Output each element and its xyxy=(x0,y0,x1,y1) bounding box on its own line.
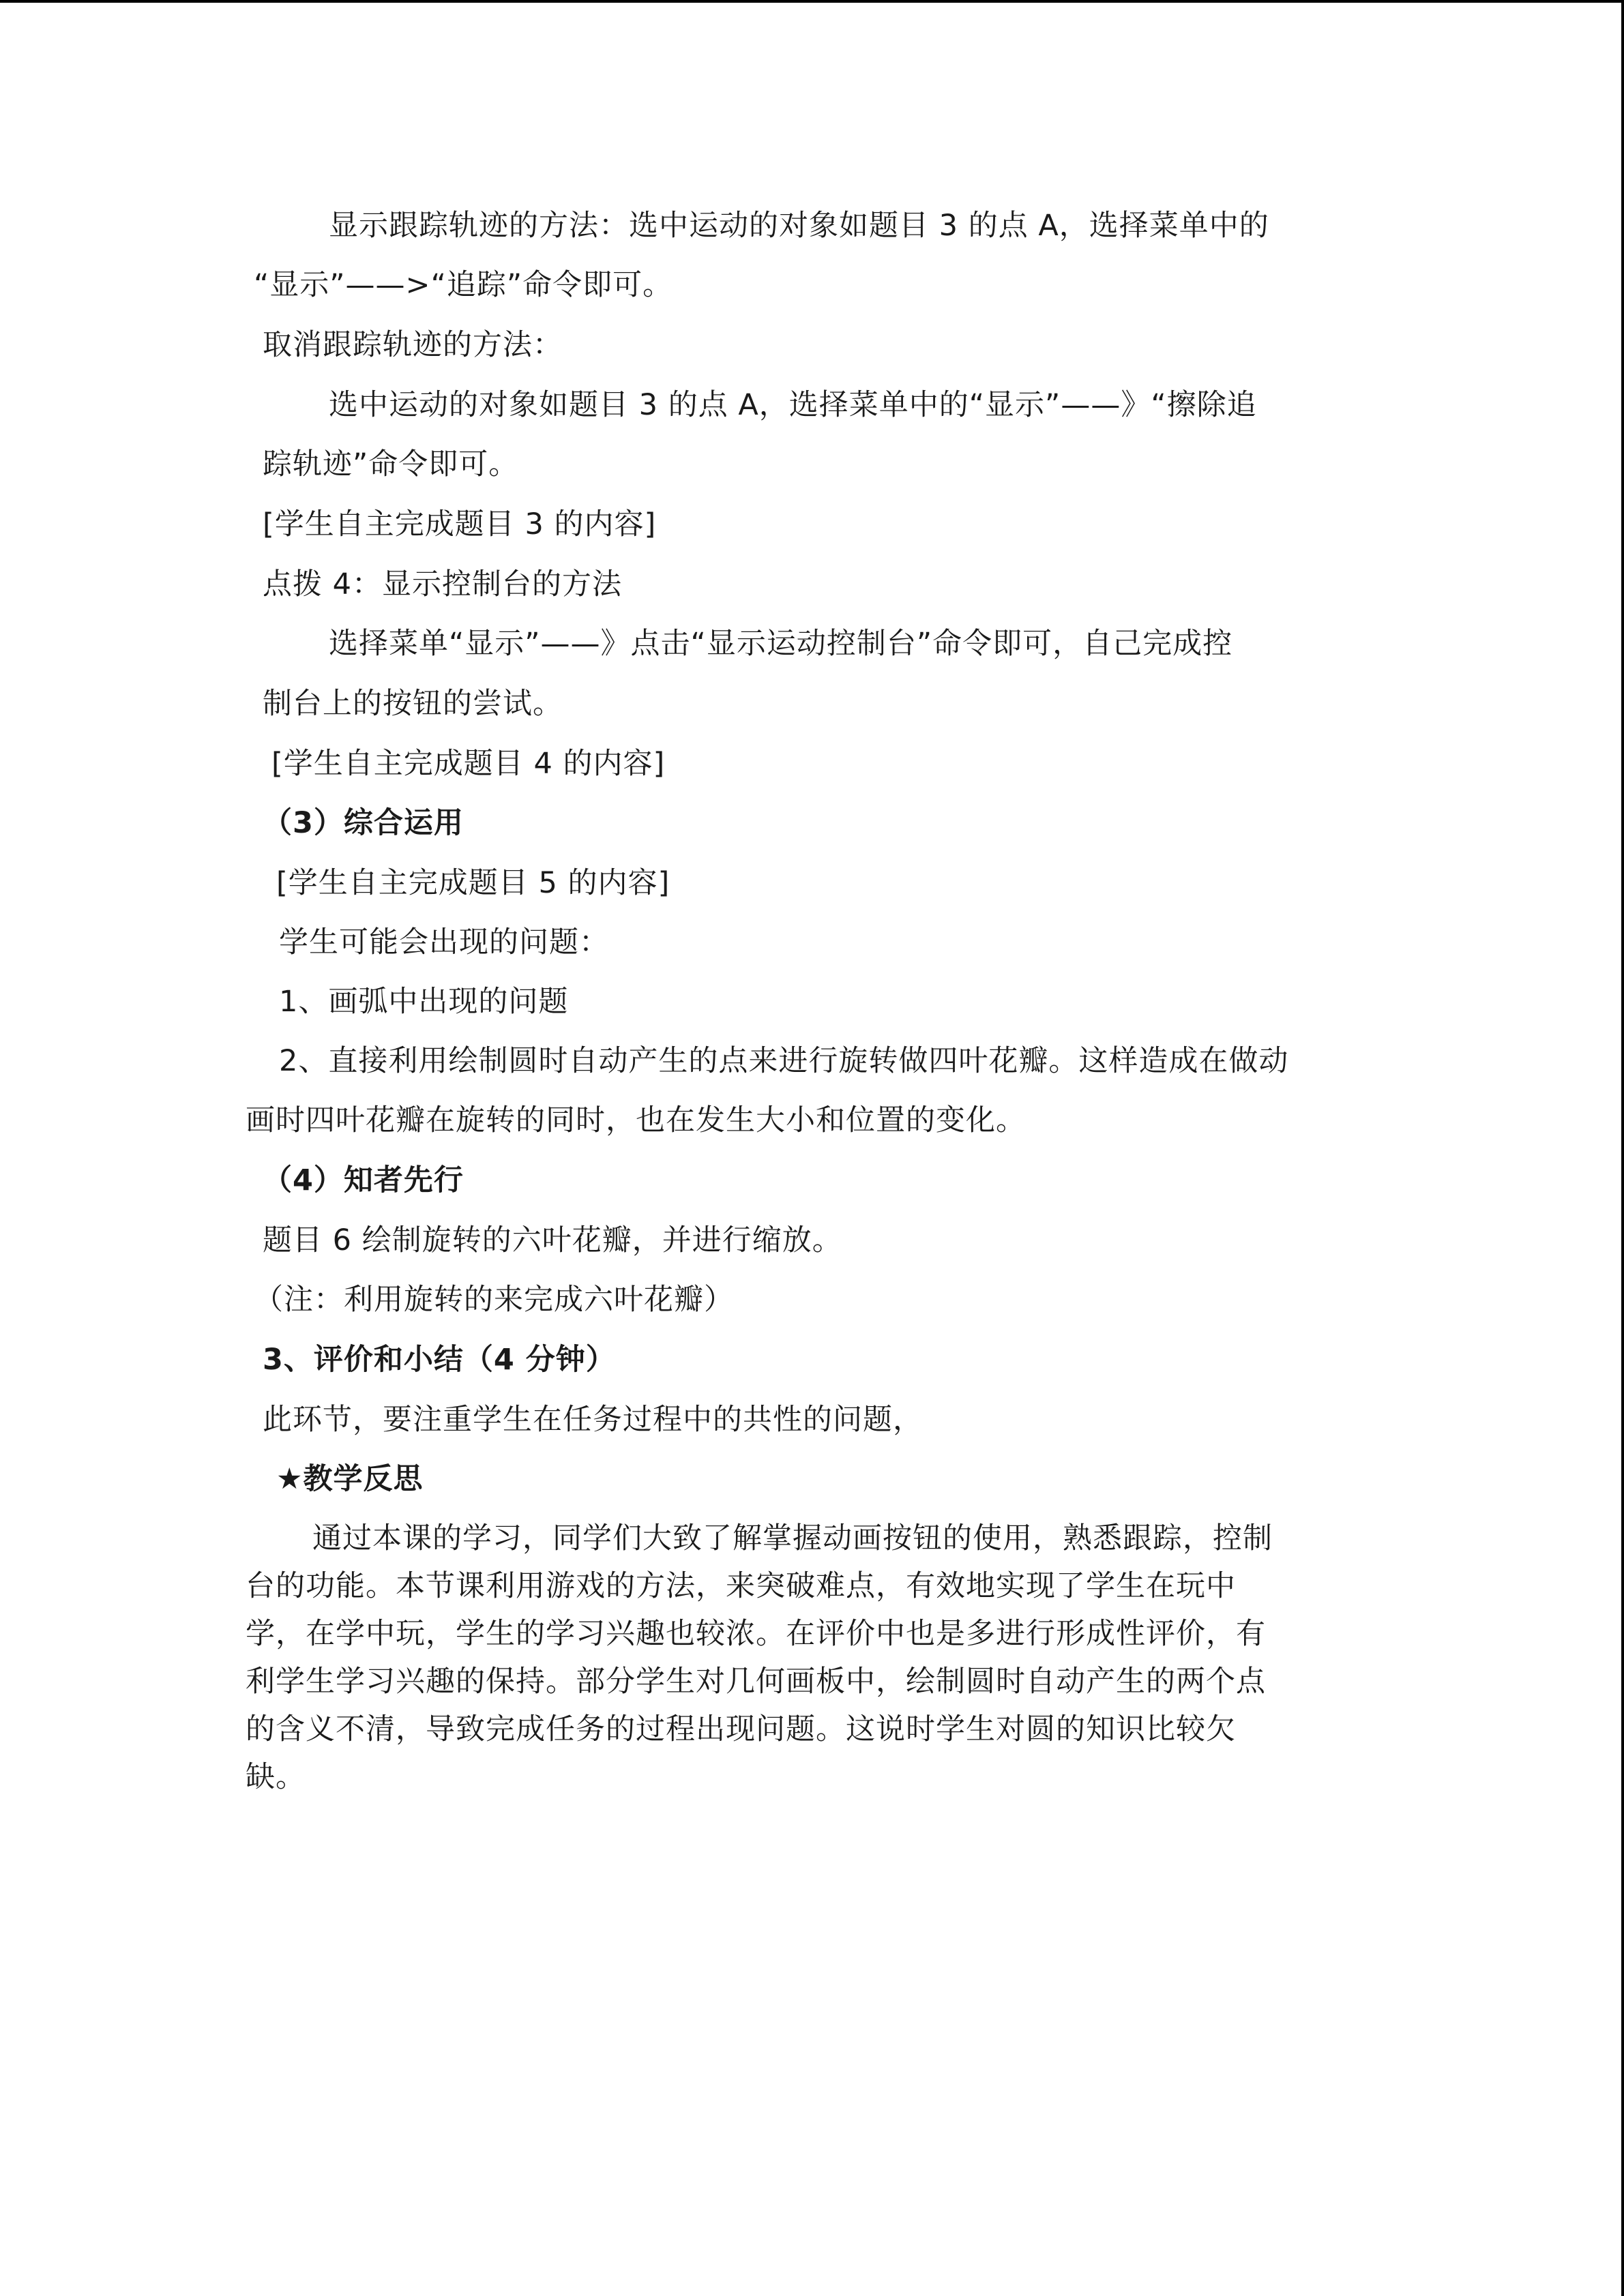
paragraph-line: “显示”——>“追踪”命令即可。 xyxy=(254,268,673,302)
bracket-note: [学生自主完成题目 3 的内容] xyxy=(263,507,657,541)
section-heading: 点拨 4：显示控制台的方法 xyxy=(263,567,623,601)
paragraph-line: 利学生学习兴趣的保持。部分学生对几何画板中，绘制圆时自动产生的两个点 xyxy=(246,1665,1266,1699)
section-heading: ★教学反思 xyxy=(276,1462,424,1496)
page-border-right xyxy=(1621,0,1624,2296)
paragraph-line: 台的功能。本节课利用游戏的方法，来突破难点，有效地实现了学生在玩中 xyxy=(246,1569,1236,1603)
section-heading: （3）综合运用 xyxy=(263,806,464,840)
paragraph-line: 制台上的按钮的尝试。 xyxy=(263,687,563,721)
paragraph-line: 画时四叶花瓣在旋转的同时，也在发生大小和位置的变化。 xyxy=(246,1103,1026,1137)
section-heading: （4）知者先行 xyxy=(263,1163,464,1197)
page-border-top xyxy=(0,0,1624,3)
bracket-note: [学生自主完成题目 5 的内容] xyxy=(276,866,670,900)
paragraph-line: 选中运动的对象如题目 3 的点 A，选择菜单中的“显示”——》“擦除追 xyxy=(329,388,1257,422)
paragraph-line: 学生可能会出现的问题： xyxy=(279,925,609,959)
paragraph-line: 通过本课的学习，同学们大致了解掌握动画按钮的使用，熟悉跟踪，控制 xyxy=(312,1521,1273,1555)
list-item: 2、直接利用绘制圆时自动产生的点来进行旋转做四叶花瓣。这样造成在做动 xyxy=(279,1044,1289,1078)
paragraph-line: 缺。 xyxy=(246,1760,306,1794)
paragraph-line: 题目 6 绘制旋转的六叶花瓣，并进行缩放。 xyxy=(263,1223,842,1257)
section-heading: 3、评价和小结（4 分钟） xyxy=(263,1343,616,1377)
section-heading: 取消跟踪轨迹的方法： xyxy=(263,328,563,362)
list-item: 1、画弧中出现的问题 xyxy=(279,985,569,1019)
paragraph-line: 学，在学中玩，学生的学习兴趣也较浓。在评价中也是多进行形成性评价，有 xyxy=(246,1617,1266,1651)
paragraph-line: 的含义不清，导致完成任务的过程出现问题。这说时学生对圆的知识比较欠 xyxy=(246,1712,1236,1746)
bracket-note: [学生自主完成题目 4 的内容] xyxy=(271,747,666,781)
paragraph-line: 显示跟踪轨迹的方法：选中运动的对象如题目 3 的点 A，选择菜单中的 xyxy=(329,209,1269,243)
paragraph-line: 踪轨迹”命令即可。 xyxy=(263,447,519,481)
paragraph-line: （注：利用旋转的来完成六叶花瓣） xyxy=(254,1283,734,1317)
paragraph-line: 此环节，要注重学生在任务过程中的共性的问题， xyxy=(263,1403,923,1437)
paragraph-line: 选择菜单“显示”——》点击“显示运动控制台”命令即可，自己完成控 xyxy=(329,627,1233,661)
